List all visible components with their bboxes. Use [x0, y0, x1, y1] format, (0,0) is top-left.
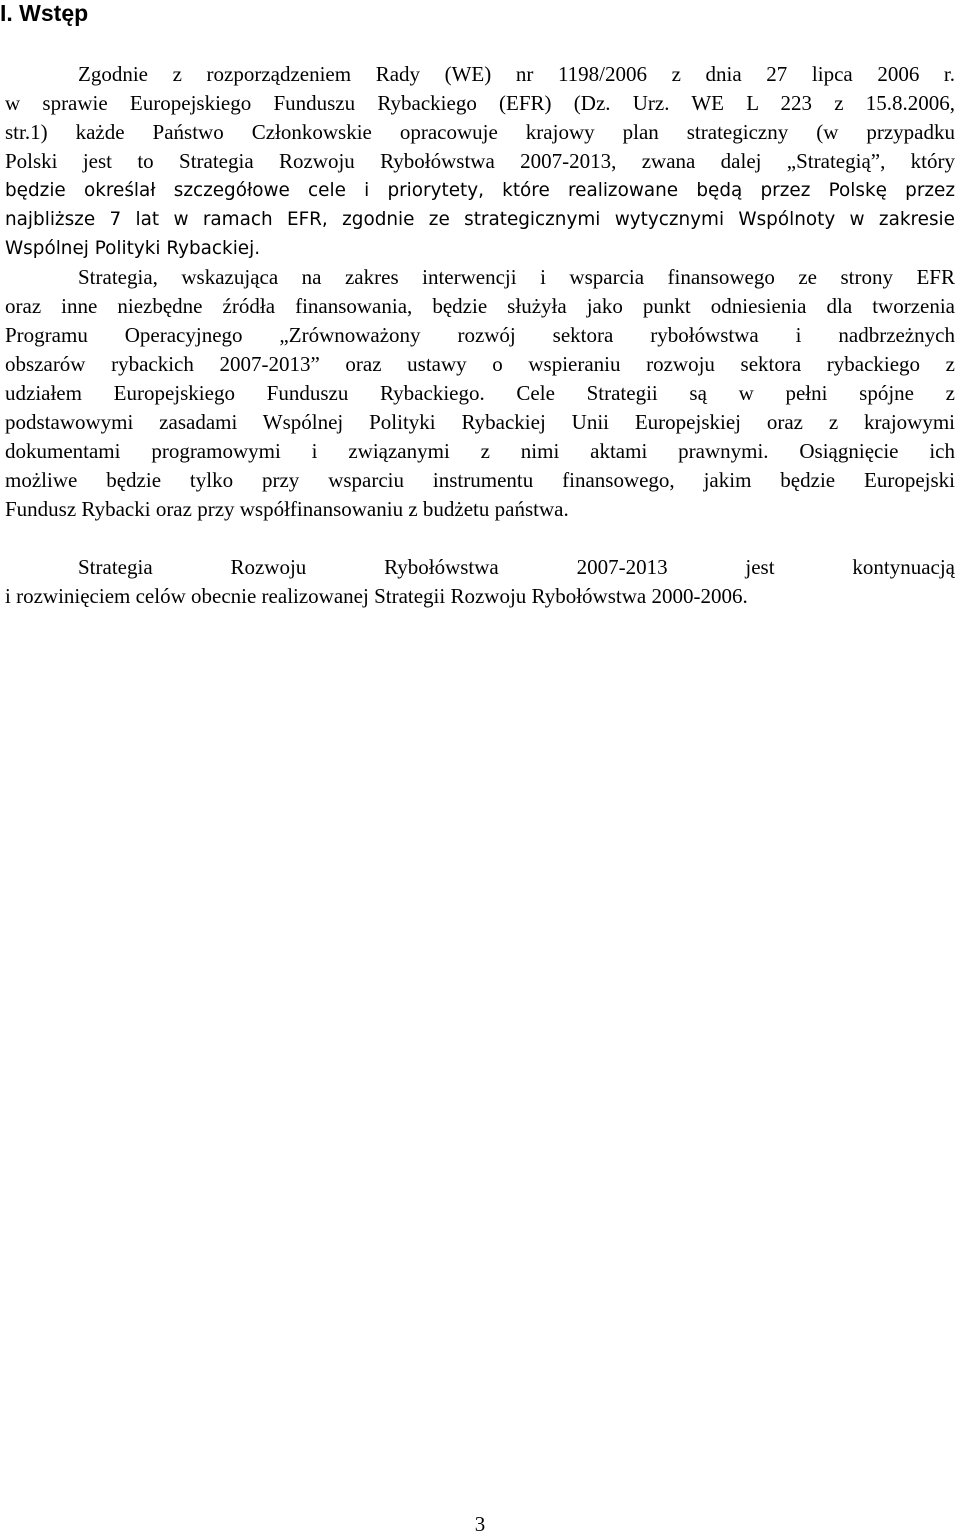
section-heading: I. Wstęp: [0, 0, 89, 26]
text-line: oraz inne niezbędne źródła finansowania, będzie służyła jako punkt odniesienia dla tworzenia: [5, 294, 955, 318]
text-line: udziałem Europejskiego Funduszu Rybackiego. Cele Strategii są w pełni spójne z: [5, 381, 955, 405]
text-line: str.1) każde Państwo Członkowskie opracowuje krajowy plan strategiczny (w przypadku: [5, 120, 955, 144]
text-line: w sprawie Europejskiego Funduszu Rybackiego (EFR) (Dz. Urz. WE L 223 z 15.8.2006,: [5, 91, 955, 115]
text-line: Strategia Rozwoju Rybołówstwa 2007-2013 jest kontynuacją: [78, 555, 955, 579]
text-line: będzie określał szczegółowe cele i priorytety, które realizowane będą przez Polskę przez: [5, 180, 955, 201]
text-line: możliwe będzie tylko przy wsparciu instrumentu finansowego, jakim będzie Europejski: [5, 468, 955, 492]
text-line: Zgodnie z rozporządzeniem Rady (WE) nr 1198/2006 z dnia 27 lipca 2006 r.: [78, 62, 955, 86]
page-number: 3: [474, 1512, 486, 1536]
text-line: obszarów rybackich 2007-2013” oraz ustawy o wspieraniu rozwoju sektora rybackiego z: [5, 352, 955, 376]
text-line: Polski jest to Strategia Rozwoju Rybołówstwa 2007-2013, zwana dalej „Strategią”, który: [5, 149, 955, 173]
text-line: Fundusz Rybacki oraz przy współfinansowaniu z budżetu państwa.: [5, 497, 569, 521]
text-line: i rozwinięciem celów obecnie realizowanej Strategii Rozwoju Rybołówstwa 2000-2006.: [5, 584, 748, 608]
text-line: Strategia, wskazująca na zakres interwencji i wsparcia finansowego ze strony EFR: [78, 265, 955, 289]
text-line: podstawowymi zasadami Wspólnej Polityki Rybackiej Unii Europejskiej oraz z krajowymi: [5, 410, 955, 434]
text-line: dokumentami programowymi i związanymi z nimi aktami prawnymi. Osiągnięcie ich: [5, 439, 955, 463]
text-line: Wspólnej Polityki Rybackiej.: [5, 238, 261, 259]
text-line: najbliższe 7 lat w ramach EFR, zgodnie ze strategicznymi wytycznymi Wspólnoty w zakresie: [5, 209, 955, 230]
text-line: Programu Operacyjnego „Zrównoważony rozwój sektora rybołówstwa i nadbrzeżnych: [5, 323, 955, 347]
